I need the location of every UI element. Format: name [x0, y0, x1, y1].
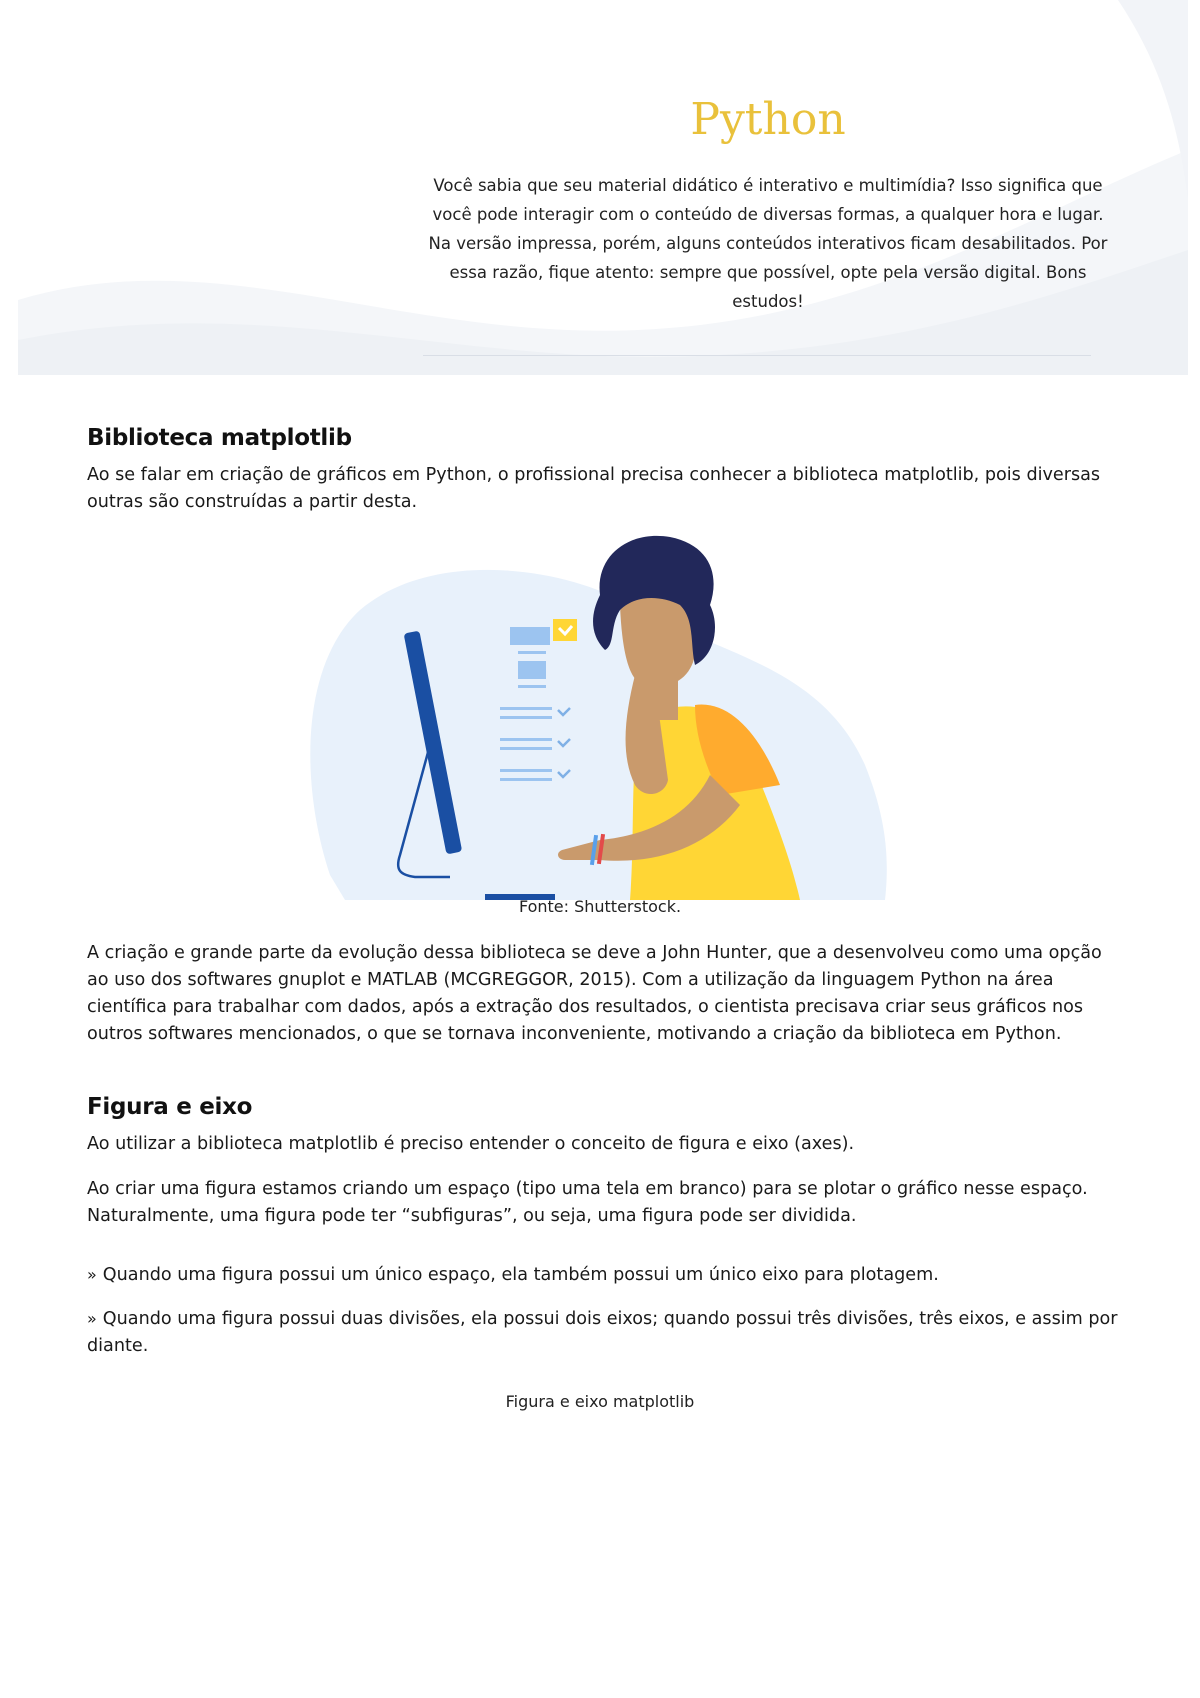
image-caption: Fonte: Shutterstock. [518, 897, 682, 916]
ui-list-line-1b [500, 716, 552, 719]
section-title-figure-axes: Figura e eixo [87, 1094, 253, 1120]
ui-list-line-2b [500, 747, 552, 750]
page-title: Python [690, 94, 846, 145]
ui-check-box [553, 619, 577, 641]
ui-list-line-3b [500, 778, 552, 781]
paragraph-matplotlib-intro: Ao se falar em criação de gráficos em Python, o profissional precisa conhecer a biblioteca matplotlib, pois diversas outras são construídas a partir desta. [87, 465, 1101, 512]
header-banner [18, 0, 1188, 375]
bullet-text: Quando uma figura possui duas divisões, ela possui dois eixos; quando possui três divisões, três eixos, e assim por diante. [87, 1309, 1118, 1356]
section-title-matplotlib: Biblioteca matplotlib [87, 425, 352, 451]
ui-block-2 [518, 661, 546, 679]
ui-list-line-2 [500, 738, 552, 741]
ui-list-line-1 [500, 707, 552, 710]
intro-text: Você sabia que seu material didático é interativo e multimídia? Isso significa que você pode interagir com o conteúdo de diversas formas, a qualquer hora e lugar. Na versão impressa, porém, alguns conteúdos interativos ficam desabilitados. Por essa razão, fique atento: sempre que possível, opte pela versão digital. Bons estudos! [428, 176, 1108, 311]
ui-line-2 [518, 685, 546, 688]
figure-caption: Figura e eixo matplotlib [505, 1392, 695, 1411]
ui-list-line-3 [500, 769, 552, 772]
ui-block-1 [510, 627, 550, 645]
paragraph-figure-axes-intro: Ao utilizar a biblioteca matplotlib é preciso entender o conceito de figura e eixo (axes). [87, 1134, 855, 1154]
ui-line-1 [518, 651, 546, 654]
woman-at-computer-illustration [300, 535, 900, 900]
bullet-item [87, 1305, 1127, 1360]
bullet-chevron-icon: » [87, 1309, 97, 1328]
bullet-chevron-icon: » [87, 1265, 97, 1284]
bullet-item [87, 1261, 1127, 1289]
bullet-text: Quando uma figura possui um único espaço, ela também possui um único eixo para plotagem. [102, 1265, 939, 1285]
paragraph-figure-description: Ao criar uma figura estamos criando um espaço (tipo uma tela em branco) para se plotar o gráfico nesse espaço. Naturalmente, uma figura pode ter “subfiguras”, ou seja, uma figura pode ser dividida. [87, 1179, 1088, 1226]
header-divider [423, 355, 1091, 356]
paragraph-matplotlib-history: A criação e grande parte da evolução dessa biblioteca se deve a John Hunter, que a desenvolveu como uma opção ao uso dos softwares gnuplot e MATLAB (MCGREGGOR, 2015). Com a utilização da linguagem Python na área científica para trabalhar com dados, após a extração dos resultados, o cientista precisava criar seus gráficos nos outros softwares mencionados, o que se tornava inconveniente, motivando a criação da biblioteca em Python. [87, 943, 1102, 1044]
